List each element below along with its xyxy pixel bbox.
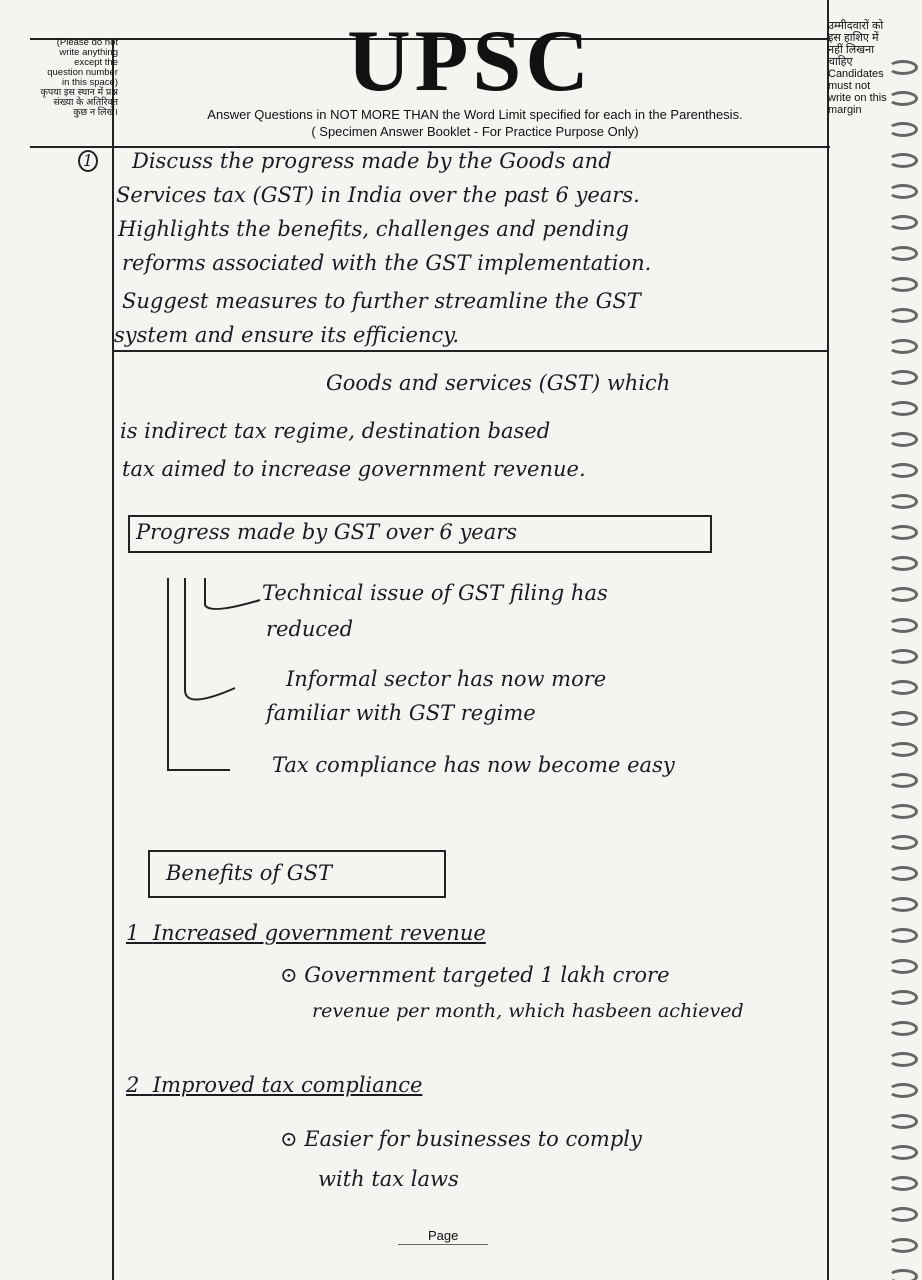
spiral-ring bbox=[888, 60, 918, 75]
right-margin-note-en: Candidates must not write on this margin bbox=[828, 68, 887, 116]
benefit-point-text: Easier for businesses to comply bbox=[304, 1127, 642, 1151]
benefit-title bbox=[126, 1072, 422, 1098]
benefit-point-text: Government targeted 1 lakh crore bbox=[304, 963, 670, 987]
spiral-ring bbox=[888, 866, 918, 881]
spiral-ring bbox=[888, 990, 918, 1005]
intro-line: Goods and services (GST) which bbox=[326, 371, 671, 395]
spiral-ring bbox=[888, 432, 918, 447]
benefits-heading: Benefits of GST bbox=[166, 861, 332, 885]
spiral-ring bbox=[888, 1145, 918, 1160]
benefit-title bbox=[126, 920, 486, 946]
spiral-ring bbox=[888, 1114, 918, 1129]
page-rule bbox=[398, 1244, 488, 1245]
question-divider bbox=[112, 350, 828, 352]
bracket-arrows bbox=[150, 570, 270, 780]
question-line: system and ensure its efficiency. bbox=[114, 323, 460, 347]
progress-point: Informal sector has now more bbox=[286, 667, 607, 691]
question-number: 1 bbox=[78, 150, 98, 172]
spiral-ring bbox=[888, 680, 918, 695]
progress-point: Technical issue of GST filing has bbox=[262, 581, 608, 605]
right-margin-note bbox=[828, 20, 890, 116]
spiral-ring bbox=[888, 1083, 918, 1098]
spiral-ring bbox=[888, 494, 918, 509]
benefit-point: with tax laws bbox=[318, 1167, 459, 1191]
progress-point: Tax compliance has now become easy bbox=[272, 753, 675, 777]
page-label: Page bbox=[428, 1228, 459, 1243]
spiral-ring bbox=[888, 215, 918, 230]
benefit-title-text: Improved tax compliance bbox=[152, 1073, 423, 1097]
specimen-text: ( Specimen Answer Booklet - For Practice Purpose Only) bbox=[311, 124, 639, 139]
progress-point: familiar with GST regime bbox=[266, 701, 536, 725]
question-line: reforms associated with the GST implementation. bbox=[122, 251, 652, 275]
progress-point: reduced bbox=[266, 617, 354, 641]
spiral-ring bbox=[888, 339, 918, 354]
spiral-ring bbox=[888, 91, 918, 106]
spiral-ring bbox=[888, 1176, 918, 1191]
left-margin-line bbox=[112, 38, 114, 1280]
left-margin-note-hi: कृपया इस स्थान में प्रश्न संख्या के अतिरिक्त कुछ न लिखें। bbox=[40, 87, 118, 118]
spiral-ring bbox=[888, 463, 918, 478]
spiral-ring bbox=[888, 835, 918, 850]
spiral-ring bbox=[888, 556, 918, 571]
right-margin-note-hi: उम्मीदवारों को इस हाशिए में नहीं लिखना चाहिए bbox=[828, 20, 884, 68]
spiral-ring bbox=[888, 1269, 918, 1280]
benefit-number: 2 bbox=[126, 1073, 140, 1097]
benefit-point: revenue per month, which hasbeen achieved bbox=[312, 1000, 744, 1022]
spiral-ring bbox=[888, 308, 918, 323]
spiral-ring bbox=[888, 897, 918, 912]
benefit-title-text: Increased government revenue bbox=[152, 921, 486, 945]
spiral-ring bbox=[888, 401, 918, 416]
question-line: Highlights the benefits, challenges and pending bbox=[118, 217, 629, 241]
spiral-ring bbox=[888, 1207, 918, 1222]
spiral-ring bbox=[888, 246, 918, 261]
spiral-ring bbox=[888, 1238, 918, 1253]
left-margin-note-en: (Please do not write anything except the question number in this space) bbox=[47, 37, 118, 88]
spiral-ring bbox=[888, 649, 918, 664]
spiral-ring bbox=[888, 618, 918, 633]
spiral-ring bbox=[888, 153, 918, 168]
upsc-logo-text: UPSC bbox=[347, 13, 593, 110]
question-line: Services tax (GST) in India over the past 6 years. bbox=[116, 183, 640, 207]
spiral-ring bbox=[888, 959, 918, 974]
benefit-number: 1 bbox=[126, 921, 140, 945]
progress-heading: Progress made by GST over 6 years bbox=[136, 520, 518, 544]
spiral-ring bbox=[888, 122, 918, 137]
spiral-ring bbox=[888, 277, 918, 292]
spiral-ring bbox=[888, 773, 918, 788]
spiral-ring bbox=[888, 525, 918, 540]
spiral-ring bbox=[888, 742, 918, 757]
spiral-ring bbox=[888, 804, 918, 819]
spiral-ring bbox=[888, 184, 918, 199]
question-line: Suggest measures to further streamline the GST bbox=[122, 289, 641, 313]
spiral-ring bbox=[888, 1021, 918, 1036]
right-margin-line bbox=[827, 0, 829, 1280]
spiral-ring bbox=[888, 928, 918, 943]
spiral-ring bbox=[888, 1052, 918, 1067]
intro-line: tax aimed to increase government revenue. bbox=[122, 457, 586, 481]
left-margin-note bbox=[40, 38, 118, 118]
spiral-ring bbox=[888, 587, 918, 602]
spiral-ring bbox=[888, 370, 918, 385]
intro-line: is indirect tax regime, destination based bbox=[120, 419, 551, 443]
question-line: Discuss the progress made by the Goods and bbox=[132, 149, 612, 173]
benefit-point: ⊙ Government targeted 1 lakh crore bbox=[280, 963, 670, 987]
instruction-text: Answer Questions in NOT MORE THAN the Word Limit specified for each in the Parenthesis. bbox=[207, 107, 743, 122]
spiral-ring bbox=[888, 711, 918, 726]
benefit-point: ⊙ Easier for businesses to comply bbox=[280, 1127, 642, 1151]
